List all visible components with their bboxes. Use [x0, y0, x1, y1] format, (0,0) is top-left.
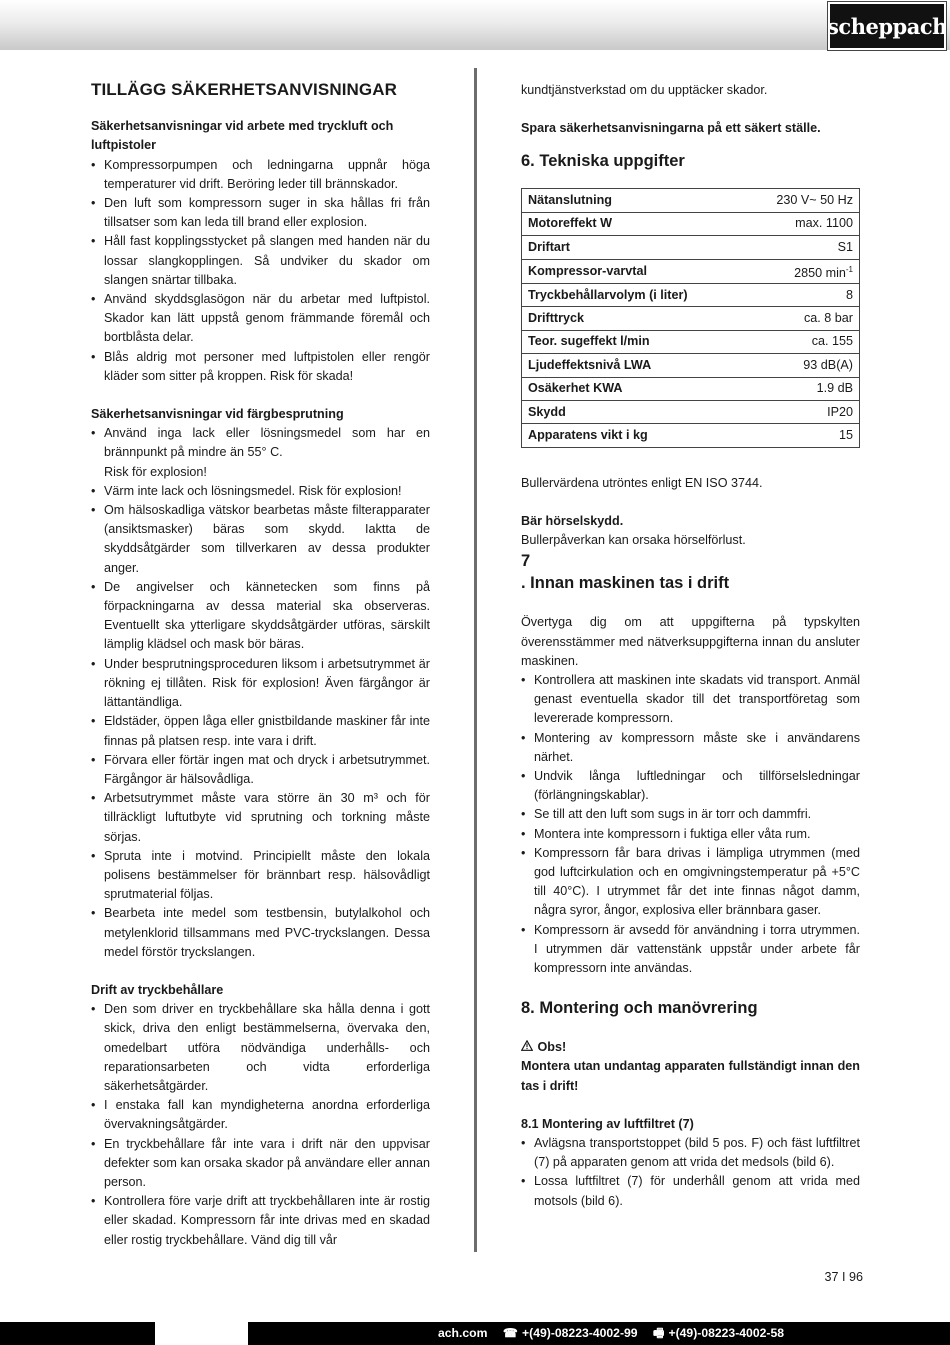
- spec-value-text: ca. 8 bar: [803, 310, 853, 325]
- list-item: • Arbetsutrymmet måste vara större än 30 m³ och för tillräckligt luftutbyte vid sprutning och torkning måste sörjas.: [91, 789, 430, 847]
- list-item: • Eldstäder, öppen låga eller gnistbildande maskiner får inte finnas på platsen resp. inte vara i drift.: [91, 712, 430, 750]
- spec-value: [744, 236, 859, 259]
- list-item: • Avlägsna transportstoppet (bild 5 pos. F) och fäst luftfiltret (7) på apparaten genom att vrida det medsols (bild 6).: [521, 1134, 860, 1172]
- scheppach-logo: scheppach: [828, 2, 946, 50]
- list-item: • Se till att den luft som sugs in är torr och dammfri.: [521, 805, 860, 824]
- list-item: • Kontrollera före varje drift att tryckbehållaren inte är rostig eller skadad. Kompressorn får inte drivas med en skadad eller rostig tryckbehållare. Vänd dig till vår: [91, 1192, 430, 1250]
- spec-value-text: 230 V~ 50 Hz: [776, 193, 853, 207]
- spec-label: Osäkerhet KWA: [522, 377, 745, 400]
- footer-website: ach.com: [438, 1326, 488, 1340]
- list-item: • Montera inte kompressorn i fuktiga eller våta rum.: [521, 825, 860, 844]
- right-column: [521, 72, 860, 1211]
- spec-label: Kompressor-varvtal: [522, 259, 745, 283]
- spec-label: Nätanslutning: [522, 189, 745, 212]
- list-item-text: Använd inga lack eller lösningsmedel som har en brännpunkt på mindre än 55° C.: [104, 426, 430, 460]
- section-7-intro: Övertyga dig om att uppgifterna på typskylten överensstämmer med nätverksuppgifterna innan du ansluter maskinen.: [521, 615, 860, 668]
- list-item: • Den luft som kompressorn suger in ska hållas fri från tillsatser som kan leda till brand eller explosion.: [91, 194, 430, 232]
- spec-row: [522, 400, 860, 423]
- spec-row: [522, 377, 860, 400]
- list-item: • Montering av kompressorn måste ske i användarens närhet.: [521, 729, 860, 767]
- spec-row: [522, 283, 860, 306]
- footer-phone: +(49)-08223-4002-99: [522, 1326, 638, 1340]
- list-item: • Blås aldrig mot personer med luftpistolen eller rengör kläder som sitter på kroppen. Risk för skada!: [91, 348, 430, 386]
- list-item: • De angivelser och kännetecken som finns på förpackningarna av dessa material ska observeras. Eventuellt ska ytterligare skyddsåtgärder utföras, särskilt lämplig klädsel och mask bör bäras.: [91, 578, 430, 655]
- hearing-protection-heading: Bär hörselskydd.: [521, 513, 624, 528]
- spec-label: Drifttryck: [522, 307, 745, 330]
- list-item: • Undvik långa luftledningar och tillförselsledningar (förlängningskablar).: [521, 767, 860, 805]
- list-item: • Den som driver en tryckbehållare ska hålla denna i gott skick, driva den enligt bestämmelserna, övervaka den, omedelbart utföra nödvändiga underhålls- och reparationsarbeten och vidta erforderliga säkerhetsåtgärder.: [91, 1000, 430, 1096]
- list-item: • Kompressorpumpen och ledningarna uppnår höga temperaturer vid drift. Beröring leder till brännskador.: [91, 156, 430, 194]
- spec-value: [744, 189, 859, 212]
- spec-value-text: 93 dB(A): [803, 357, 853, 372]
- list-item: • Använd skyddsglasögon när du arbetar med luftpistol. Skador kan lätt uppstå genom främmande föremål och bortblåsta delar.: [91, 290, 430, 348]
- spec-value: [744, 307, 859, 330]
- footer-bar: [0, 1322, 950, 1345]
- section-heading-assembly: 8. Montering och manövrering: [521, 999, 758, 1018]
- list-item: • Om hälsoskadliga vätskor bearbetas måste filterapparater (ansiktsmasker) bäras som skydd. Iaktta de skyddsåtgärder som tillverkaren av dessa produkter anger.: [91, 501, 430, 578]
- column-divider: [474, 68, 477, 1252]
- obs-text: Montera utan undantag apparaten fullständigt innan den tas i drift!: [521, 1059, 860, 1093]
- spec-row: [522, 307, 860, 330]
- spec-row: [522, 189, 860, 212]
- list-item: • Under besprutningsproceduren liksom i arbetsutrymmet är rökning ej tillåten. Risk för explosion! Även färgångor är lättantändliga.: [91, 655, 430, 713]
- spec-value-text: IP20: [827, 404, 853, 419]
- list-item: • Kontrollera att maskinen inte skadats vid transport. Anmäl genast eventuella skador till det transportföretag som levererade kompressorn.: [521, 671, 860, 729]
- phone-icon: ☎: [502, 1326, 519, 1340]
- spec-value: [744, 377, 859, 400]
- page-title: TILLÄGG SÄKERHETSANVISNINGAR: [91, 80, 397, 99]
- left-column: [91, 72, 430, 1250]
- list-item: • Spruta inte i motvind. Principiellt måste den lokala polisens bestämmelser för brännbart resp. hälsovådligt sprutmaterial följas.: [91, 847, 430, 905]
- air-filter-list: [521, 1134, 860, 1211]
- spec-label: Skydd: [522, 400, 745, 423]
- spec-label: Motoreffekt W: [522, 212, 745, 235]
- save-instructions-note: Spara säkerhetsanvisningarna på ett säkert ställe.: [521, 121, 821, 136]
- list-item: • I enstaka fall kan myndigheterna anordna erforderliga övervakningsåtgärder.: [91, 1096, 430, 1134]
- section-heading-technical-data: 6. Tekniska uppgifter: [521, 152, 685, 171]
- section-heading-air-filter: 8.1 Montering av luftfiltret (7): [521, 1116, 694, 1131]
- spec-value: [744, 354, 859, 377]
- footer-fax: +(49)-08223-4002-58: [668, 1326, 784, 1340]
- hearing-protection-text: Bullerpåverkan kan orsaka hörselförlust.: [521, 533, 746, 548]
- spec-label: Ljudeffektsnivå LWA: [522, 354, 745, 377]
- spec-label: Tryckbehållarvolym (i liter): [522, 283, 745, 306]
- spec-value-text: S1: [837, 239, 853, 254]
- spec-value: [744, 424, 859, 447]
- spec-value-text: 2850 min: [794, 265, 846, 280]
- spec-row: [522, 330, 860, 353]
- spec-value-text: 1.9 dB: [816, 381, 853, 396]
- spec-value-text: 8: [845, 287, 853, 302]
- list-item: • Bearbeta inte medel som testbensin, butylalkohol och metylenklorid tillsammans med PVC-tryckslangen. Dessa medel förstör tryckslangen.: [91, 904, 430, 962]
- header-bar: [0, 0, 950, 50]
- spec-row: [522, 212, 860, 235]
- obs-line: [521, 1038, 860, 1057]
- footer-contact: [438, 1322, 796, 1345]
- spec-value-text: max. 1100: [795, 216, 853, 231]
- spec-label: Teor. sugeffekt l/min: [522, 330, 745, 353]
- section-heading-before-operation: . Innan maskinen tas i drift: [521, 574, 730, 593]
- spray-painting-list: [91, 424, 430, 962]
- section-heading-pressure-vessel: Drift av tryckbehållare: [91, 982, 224, 997]
- list-item: • Håll fast kopplingsstycket på slangen med handen när du lossar slangkopplingen. Så undviker du skador om slangen snärtar tillbaka.: [91, 232, 430, 290]
- footer-notch: [155, 1322, 248, 1345]
- spec-value-text: ca. 155: [811, 334, 853, 349]
- spec-label: Driftart: [522, 236, 745, 259]
- list-item: • Värm inte lack och lösningsmedel. Risk för explosion!: [91, 482, 430, 501]
- spec-value-superscript: -1: [845, 264, 853, 274]
- pressure-vessel-list: [91, 1000, 430, 1250]
- noise-note: Bullervärdena utröntes enligt EN ISO 3744.: [521, 475, 763, 490]
- list-item: • Kompressorn får bara drivas i lämpliga utrymmen (med god luftcirkulation och en omgivningstemperatur på +5°C till 40°C). I utrymmet får det inte finnas något damm, några syror, ångor, explosiva eller brännbara gaser.: [521, 844, 860, 921]
- before-operation-list: [521, 671, 860, 978]
- spec-row: [522, 236, 860, 259]
- spec-value: [744, 400, 859, 423]
- list-item-text: Risk för explosion!: [104, 464, 207, 479]
- list-item: [91, 424, 430, 482]
- spec-value: [744, 259, 859, 283]
- compressed-air-list: [91, 156, 430, 386]
- spec-row: [522, 354, 860, 377]
- spec-row: [522, 424, 860, 447]
- section-number-7: 7: [521, 552, 531, 571]
- page-number: 37 I 96: [824, 1270, 863, 1284]
- technical-data-table: [521, 188, 860, 447]
- continuation-text: kundtjänstverkstad om du upptäcker skador.: [521, 83, 768, 97]
- spec-value: [744, 330, 859, 353]
- spec-value-text: 15: [838, 427, 853, 442]
- fax-icon: 🖷: [652, 1326, 665, 1340]
- section-heading-spray-painting: Säkerhetsanvisningar vid färgbesprutning: [91, 407, 344, 422]
- obs-label: Obs!: [537, 1040, 567, 1055]
- list-item: • Lossa luftfiltret (7) för underhåll genom att vrida med motsols (bild 6).: [521, 1172, 860, 1210]
- warning-triangle-icon: [521, 1038, 534, 1057]
- list-item: • En tryckbehållare får inte vara i drift när den uppvisar defekter som kan orsaka skador på användare eller annan person.: [91, 1135, 430, 1193]
- section-heading-compressed-air: Säkerhetsanvisningar vid arbete med tryckluft och luftpistoler: [91, 119, 394, 153]
- list-item: • Kompressorn är avsedd för användning i torra utrymmen. I utrymmen där vattenstänk uppstår under arbete får kompressorn inte användas.: [521, 921, 860, 979]
- spec-label: Apparatens vikt i kg: [522, 424, 745, 447]
- spec-row: [522, 259, 860, 283]
- spec-value: [744, 212, 859, 235]
- spec-value: [744, 283, 859, 306]
- list-item: • Förvara eller förtär ingen mat och dryck i arbetsutrymmet. Färgångor är hälsovådliga.: [91, 751, 430, 789]
